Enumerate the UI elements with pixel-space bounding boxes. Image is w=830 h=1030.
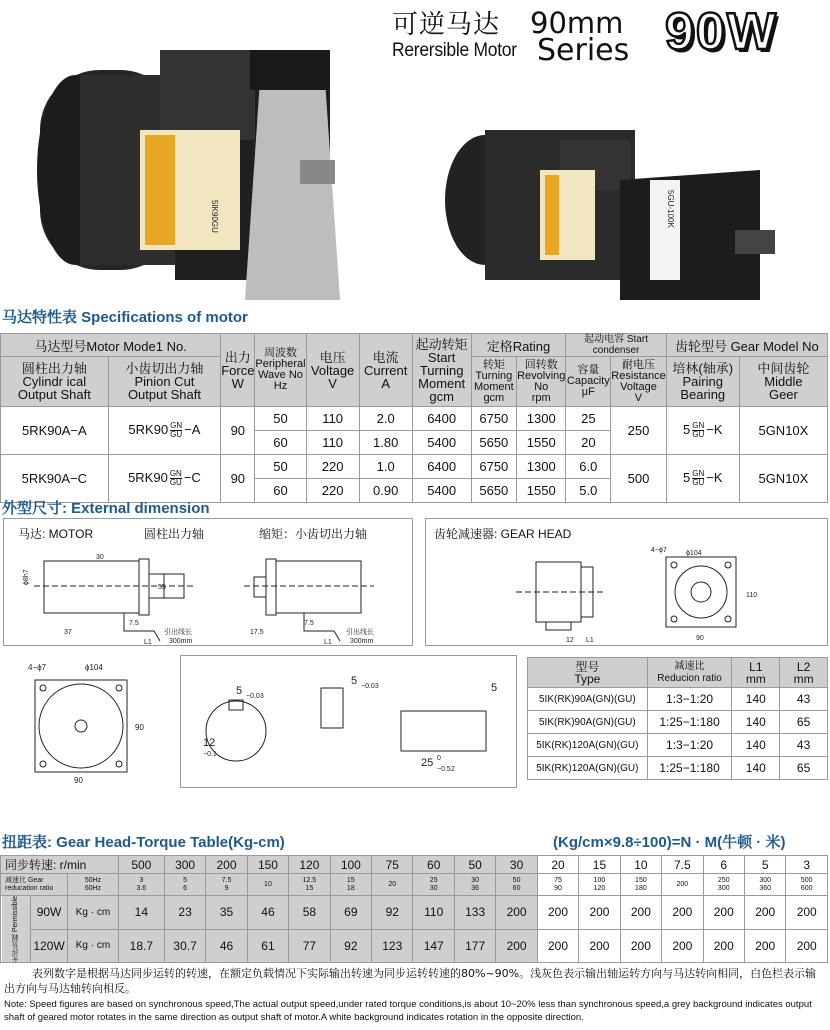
dim-90-v: 90 (135, 723, 144, 732)
cell: 46 (206, 929, 247, 963)
dim-30: 30 (96, 554, 104, 561)
shaft-detail-box (180, 655, 517, 788)
speed-row (1, 856, 828, 874)
h-rev-3: rpm (531, 391, 551, 404)
speed: 6 (703, 856, 744, 874)
cell: 1550 (517, 479, 566, 503)
cell-pair (666, 455, 739, 503)
ext-title: 外型尺寸: External dimension (2, 500, 210, 517)
cell: 60 (255, 431, 306, 455)
h-start-2: Turning (419, 362, 464, 378)
h-wave-0: 周波数 (263, 347, 297, 359)
dim-7-5b: 7.5 (304, 620, 314, 627)
pin-suffix: −C (183, 469, 201, 485)
torque-formula: (Kg/cm×9.8÷100)=N · M(牛顿 · 米) (553, 834, 786, 851)
dim-90-g: 90 (696, 635, 704, 642)
cell: 46 (247, 896, 288, 930)
h-cap-0: 容量 (577, 364, 600, 376)
speed: 5 (744, 856, 785, 874)
dim-l1: L1 (144, 639, 152, 645)
spec-row (1, 455, 828, 479)
cell: 20 (566, 431, 611, 455)
cell: 220 (306, 479, 359, 503)
motor-label-1: 5IK90GU (210, 200, 219, 233)
motor-photo-2 (445, 130, 775, 300)
dim-phi104: ϕ104 (85, 663, 103, 672)
spec-row (1, 407, 828, 431)
r60: 600 (800, 884, 813, 892)
h-pin-2: Output Shaft (127, 387, 201, 402)
speed: 7.5 (662, 856, 703, 874)
cell-cyl: 5RK90A−A (1, 407, 109, 455)
cell: 200 (786, 896, 828, 930)
speed: 60 (413, 856, 454, 874)
unit: Kg · cm (68, 896, 119, 930)
gh-ratio-0: 减速比 (674, 660, 705, 672)
h-cap-1: Capacity (566, 375, 610, 387)
h-speed: 同步转速: r/min (1, 856, 119, 874)
h-force-1: Force (221, 362, 255, 378)
dim-7-5: 7.5 (129, 620, 139, 627)
h-rev-0: 回转数 (524, 358, 558, 371)
frac-bot: GU (692, 478, 705, 488)
gearhead-dim-box (425, 518, 828, 646)
h-turn-2: Moment (473, 380, 514, 393)
r60: 3.6 (136, 884, 147, 892)
r50: 25 (429, 876, 438, 884)
cell: 5650 (471, 431, 517, 455)
h-curr-2: A (381, 375, 391, 391)
pair-suffix: −K (706, 421, 723, 437)
motor-photo-1 (37, 50, 340, 300)
h-cap-2: μF (581, 386, 595, 398)
cell: 133 (454, 896, 495, 930)
cell: 200 (537, 896, 578, 930)
cell: 147 (413, 929, 454, 963)
cell: 5IK(RK)120A(GN)(GU) (528, 757, 648, 780)
h-start-3: Moment (418, 375, 466, 391)
r50: 30 (471, 876, 480, 884)
watt: 90W (30, 896, 67, 930)
h-mid-2: Geer (768, 387, 798, 402)
cell: 5400 (412, 479, 471, 503)
cell: 50 (255, 455, 306, 479)
r60: 18 (346, 884, 355, 892)
cell: 1.0 (359, 455, 412, 479)
frac-top: GN (692, 421, 705, 431)
cell: 1:25−1:180 (647, 757, 732, 780)
h-force-0: 出力 (224, 349, 251, 365)
frac-bot: GU (169, 478, 182, 488)
h-turn-3: gcm (483, 391, 505, 404)
motor-photos (0, 30, 830, 300)
cell-pin (108, 455, 221, 503)
gh-type-1: Type (574, 671, 601, 686)
note-cn: 表列数字是根据马达同步运转的转速，在额定负载情况下实际输出转速为同步运转转速的80%~90%。浅灰色表示输出轴运转方向与马达转向相同，白色栏表示输出方向与马达轴转向相反。 (4, 967, 817, 995)
r50: 3 (139, 876, 144, 884)
h-mid-0: 中间齿轮 (757, 361, 810, 376)
cell-resist: 500 (611, 455, 666, 503)
frac-bot: GU (170, 430, 183, 440)
cell: 65 (780, 757, 828, 780)
pair-suffix: −K (706, 469, 723, 485)
cell: 5.0 (566, 479, 611, 503)
cell: 18.7 (118, 929, 164, 963)
h-pin-1: Pinion Cut (134, 374, 195, 389)
gear-row (528, 757, 828, 780)
h-gearmodel: 齿轮型号 Gear Model No (666, 334, 827, 357)
spec-title: 马达特性表 Specifications of motor (2, 309, 248, 326)
speed: 3 (786, 856, 828, 874)
speed: 50 (454, 856, 495, 874)
r60: 9 (224, 884, 229, 892)
dim-phi8h7: ϕ8h7 (23, 569, 30, 585)
cell: 1:3−1:20 (647, 734, 732, 757)
dim-phi104-g: ϕ104 (686, 550, 702, 557)
title-size: 90mm (530, 6, 624, 40)
h-wave-1: Peripheral (255, 358, 306, 370)
h-pin-0: 小齿切出力轴 (125, 361, 204, 376)
cell: 200 (744, 929, 785, 963)
shaft-details (181, 656, 516, 787)
cell-force: 90 (221, 455, 255, 503)
dim-25: 25 (421, 757, 434, 769)
h-cyl-0: 圆柱出力轴 (21, 361, 87, 376)
pair-prefix: 5 (683, 469, 691, 485)
torque-row-120w (1, 929, 828, 963)
cell: 200 (662, 896, 703, 930)
speed: 10 (620, 856, 661, 874)
cell: 65 (780, 711, 828, 734)
h-startcond: 起动电容 Start condenser (566, 334, 666, 357)
cell: 1550 (517, 431, 566, 455)
cell: 5IK(RK)90A(GN)(GU) (528, 688, 648, 711)
h-pair-1: Pairing (682, 374, 723, 389)
tol-0: 0 (437, 755, 441, 762)
dim-5b: 5 (351, 675, 358, 687)
speed: 200 (206, 856, 247, 874)
cell: 0.90 (359, 479, 412, 503)
gear-row (528, 711, 828, 734)
lead-length-2: 300mm (350, 638, 374, 645)
h-volt-0: 电压 (319, 349, 346, 365)
cell: 2.0 (359, 407, 412, 431)
h-ratio: 减速比 Gear reducation ratio (1, 874, 68, 896)
cell: 61 (247, 929, 288, 963)
gear-row (528, 688, 828, 711)
h-model: 马达型号Motor Mode1 No. (1, 334, 221, 357)
cell: 92 (372, 896, 413, 930)
tol-1b: −0.03 (361, 683, 379, 690)
h-force-2: W (231, 375, 244, 391)
cell: 200 (786, 929, 828, 963)
cell: 200 (579, 929, 620, 963)
gh-l2-1: mm (793, 671, 814, 686)
cell-pin (108, 407, 221, 455)
speed: 120 (289, 856, 330, 874)
tol-2: −0.52 (437, 766, 455, 773)
cell-pair (666, 407, 739, 455)
cell: 1:25−1:180 (647, 711, 732, 734)
speed: 30 (496, 856, 537, 874)
speed: 75 (372, 856, 413, 874)
gh-type-0: 型号 (575, 659, 600, 674)
cell: 140 (732, 734, 780, 757)
cell: 1300 (517, 407, 566, 431)
gh-ratio-1: Reducion ratio (657, 672, 722, 684)
frac-gn-gu (692, 470, 704, 487)
frac-gn-gu (170, 470, 182, 487)
cell: 5IK(RK)120A(GN)(GU) (528, 734, 648, 757)
lead-label: 引出线长 (164, 629, 192, 636)
cell: 1.80 (359, 431, 412, 455)
r50: 250 (717, 876, 730, 884)
tol-1: −0.03 (246, 693, 264, 700)
cell: 1:3−1:20 (647, 688, 732, 711)
lbl-gearhead: 齿轮减速器: GEAR HEAD (434, 527, 572, 541)
h-pair-0: 培林(轴承) (672, 361, 734, 376)
r60: 360 (759, 884, 772, 892)
cell: 200 (703, 896, 744, 930)
r60: 30 (429, 884, 438, 892)
r60: 300 (717, 884, 730, 892)
h-rev-1: Revolving (517, 369, 566, 382)
tol-3: −0.1 (203, 751, 217, 758)
cell: 200 (579, 896, 620, 930)
cell: 200 (496, 896, 537, 930)
speed: 15 (579, 856, 620, 874)
h-rev-2: No (534, 380, 549, 393)
r50: 20 (388, 880, 397, 888)
r50: 5 (183, 876, 188, 884)
frac-gn-gu (692, 422, 704, 439)
pin-prefix: 5RK90 (128, 421, 169, 437)
dim-110-g: 110 (746, 592, 758, 599)
speed: 100 (330, 856, 371, 874)
cell: 25 (566, 407, 611, 431)
frac-gn-gu (170, 422, 182, 439)
title-en: Rerersible Motor (392, 40, 517, 61)
speed: 150 (247, 856, 288, 874)
hz60: 60Hz (84, 884, 102, 892)
h-curr-0: 电流 (372, 349, 399, 365)
cell: 43 (780, 734, 828, 757)
cell: 200 (537, 929, 578, 963)
h-mid-1: Middle (764, 374, 803, 389)
r50: 75 (554, 876, 562, 884)
lbl-cyl-shaft: 圆柱出力轴 (144, 527, 205, 541)
dim-12-g: 12 (566, 637, 574, 644)
lead-label-2: 引出线长 (346, 629, 374, 636)
h-volt-1: Voltage (310, 362, 355, 378)
title-power: 90W (665, 3, 778, 61)
speed: 500 (118, 856, 164, 874)
r50: 7.5 (221, 876, 232, 884)
gear-table (527, 657, 828, 780)
h-cyl-1: Cylindr ical (22, 374, 87, 389)
h-resist-2: Voltage (620, 380, 657, 393)
h-start-4: gcm (429, 388, 454, 404)
watt: 120W (30, 929, 67, 963)
cell-mid: 5GN10X (739, 407, 827, 455)
torque-table (0, 855, 828, 963)
h-turn-0: 转矩 (482, 358, 505, 371)
cell-cyl: 5RK90A−C (1, 455, 109, 503)
hz50: 50Hz (84, 876, 102, 884)
h-perm: 允许负载 Permissible (1, 896, 31, 963)
cell: 43 (780, 688, 828, 711)
torque-row-90w (1, 896, 828, 930)
h-resist-3: V (634, 391, 643, 404)
dim-l1b: L1 (324, 639, 332, 645)
cell: 6400 (412, 455, 471, 479)
dim-90: 90 (74, 776, 83, 785)
pin-prefix: 5RK90 (128, 469, 168, 485)
r50: 12.5 (302, 876, 317, 884)
cell-force: 90 (221, 407, 255, 455)
frac-bot: GU (692, 430, 705, 440)
cell: 1300 (517, 455, 566, 479)
frac-top: GN (170, 421, 183, 431)
r60: 90 (554, 884, 562, 892)
h-turn-1: Turning (475, 369, 513, 382)
cell: 92 (330, 929, 371, 963)
h-wave-2: Wave No (258, 369, 303, 381)
cell: 69 (330, 896, 371, 930)
r50: 200 (676, 880, 689, 888)
gh-l1-1: mm (745, 671, 766, 686)
r60: 36 (471, 884, 480, 892)
dim-hole: 4−ϕ7 (28, 663, 47, 672)
lead-length: 300mm (169, 638, 193, 645)
gh-l2-0: L2 (796, 659, 811, 674)
cell: 50 (255, 407, 306, 431)
r50: 50 (512, 876, 521, 884)
lbl-motor: 马达: MOTOR (18, 527, 94, 541)
title-series: Series (537, 33, 630, 68)
r60: 15 (305, 884, 314, 892)
h-wave-3: Hz (273, 380, 288, 392)
h-resist-0: 耐电压 (621, 358, 655, 371)
cell: 200 (620, 896, 661, 930)
cell: 5650 (471, 479, 517, 503)
cell: 77 (289, 929, 330, 963)
gearhead-drawings (426, 537, 829, 645)
dim-l2-g: L1 (586, 637, 594, 644)
cell: 140 (732, 688, 780, 711)
gear-row (528, 734, 828, 757)
torque-title: 扭距表: Gear Head-Torque Table(Kg-cm) (2, 834, 285, 851)
h-start-0: 起动转矩 (415, 336, 468, 352)
speed: 20 (537, 856, 578, 874)
pin-suffix: −A (184, 421, 201, 437)
cell-resist: 250 (611, 407, 666, 455)
cell: 58 (289, 896, 330, 930)
cell: 30.7 (164, 929, 205, 963)
motor-front-drawing (10, 655, 170, 785)
r60: 180 (635, 884, 647, 892)
frac-top: GN (169, 469, 182, 479)
r60: 60 (512, 884, 521, 892)
cell: 6750 (471, 407, 517, 431)
cell: 6400 (412, 407, 471, 431)
cell: 200 (744, 896, 785, 930)
lbl-pin-shaft: 缩矩：小齿切出力轴 (259, 527, 368, 541)
dim-37: 37 (64, 629, 72, 636)
title-cn: 可逆马达 (392, 10, 501, 40)
r50: 300 (759, 876, 772, 884)
cell: 110 (413, 896, 454, 930)
cell: 110 (306, 431, 359, 455)
r50: 10 (264, 880, 272, 888)
motor-label-2: 5GU-100K (666, 190, 675, 228)
motor-side-drawings (4, 539, 414, 645)
cell: 35 (206, 896, 247, 930)
note-en: Note: Speed figures are based on synchronous speed,The actual output speed,under rated torque conditions,is about 10~20% less than synchronous speed,a grey background indicates output shaft of geared motor rotates in the same direction as output shaft of motor.A white background indicates rotation in the opposite direction. (4, 999, 812, 1023)
frac-top: GN (692, 469, 705, 479)
cell: 140 (732, 757, 780, 780)
motor-dim-box (3, 518, 413, 646)
cell: 123 (372, 929, 413, 963)
cell: 23 (164, 896, 205, 930)
cell: 200 (662, 929, 703, 963)
spec-table (0, 333, 828, 503)
cell: 6.0 (566, 455, 611, 479)
cell: 200 (496, 929, 537, 963)
h-cyl-2: Output Shaft (17, 387, 91, 402)
cell: 200 (703, 929, 744, 963)
r50: 150 (635, 876, 647, 884)
r60: 120 (593, 884, 606, 892)
h-rating: 定格Rating (471, 334, 566, 357)
speed: 300 (164, 856, 205, 874)
cell: 60 (255, 479, 306, 503)
r50: 15 (346, 876, 355, 884)
cell: 6750 (471, 455, 517, 479)
cell: 5IK(RK)90A(GN)(GU) (528, 711, 648, 734)
cell: 14 (118, 896, 164, 930)
dim-17-5: 17.5 (250, 629, 264, 636)
pair-prefix: 5 (683, 421, 691, 437)
unit: Kg · cm (68, 929, 119, 963)
dim-5: 5 (236, 685, 243, 697)
r50: 500 (800, 876, 813, 884)
r60: 6 (183, 884, 188, 892)
cell: 220 (306, 455, 359, 479)
cell: 5400 (412, 431, 471, 455)
h-pair-2: Bearing (680, 387, 726, 402)
h-curr-1: Current (364, 362, 408, 378)
h-resist-1: Resistance (611, 369, 666, 382)
cell: 200 (620, 929, 661, 963)
h-volt-2: V (328, 375, 337, 391)
ratio-row (1, 874, 828, 896)
r50: 100 (593, 876, 606, 884)
gh-l1-0: L1 (749, 659, 763, 674)
dim-5c: 5 (491, 682, 498, 694)
cell: 140 (732, 711, 780, 734)
dim-12: 12 (203, 737, 216, 749)
cell-mid: 5GN10X (739, 455, 827, 503)
h-start-1: Start (427, 349, 456, 365)
cell: 177 (454, 929, 495, 963)
dim-hole-g: 4−ϕ7 (651, 547, 667, 554)
cell: 110 (306, 407, 359, 431)
dim-55: 55 (158, 584, 166, 591)
